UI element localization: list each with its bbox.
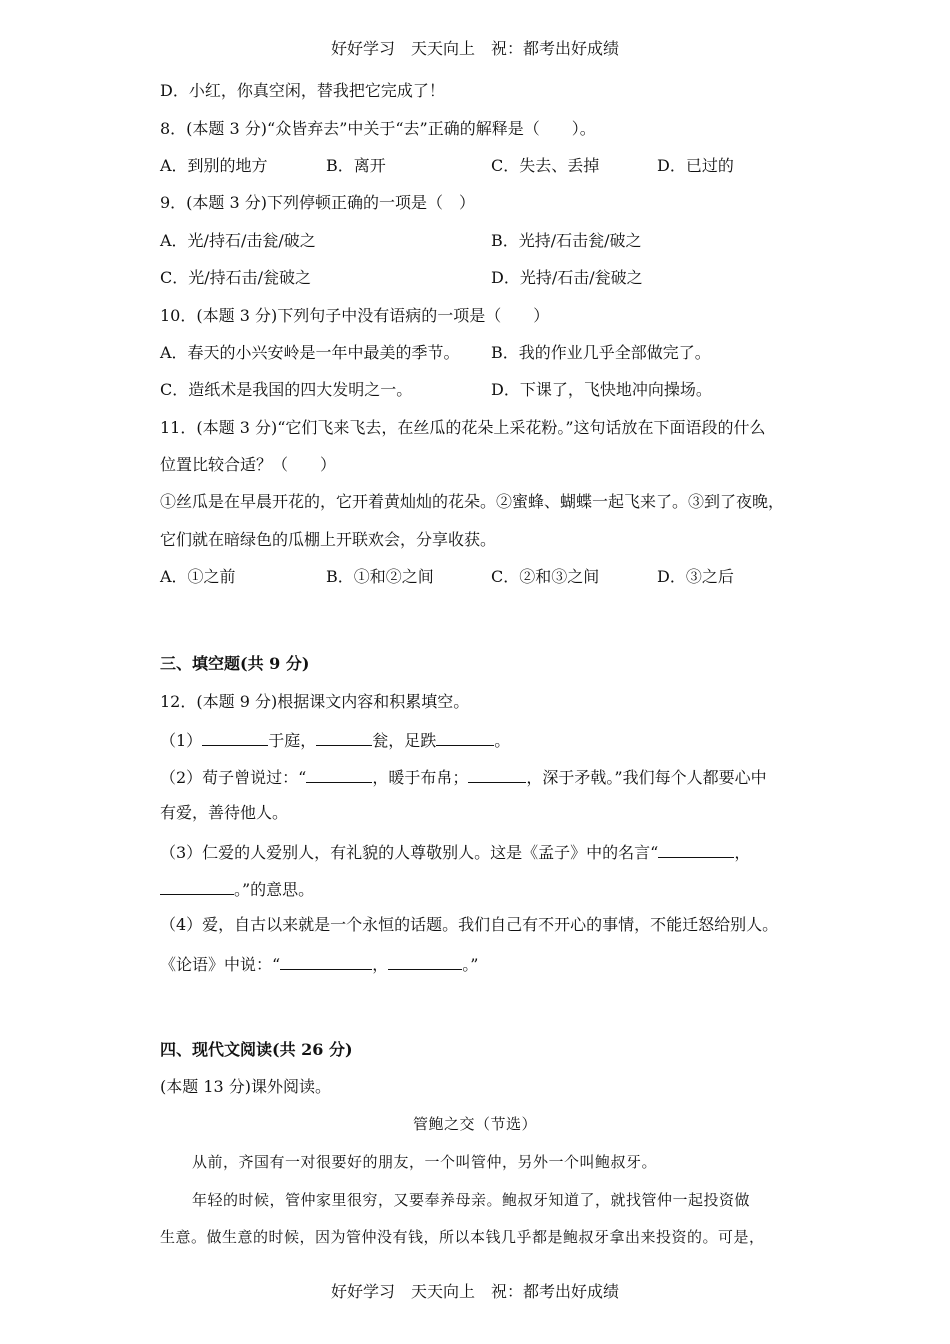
q11-option-c: C．②和③之间 [491, 567, 600, 586]
q11-stem-line2: 位置比较合适？（ ） [160, 455, 337, 474]
q9-option-d: D．光持/石击/瓮破之 [491, 268, 643, 287]
q10-option-a: A．春天的小兴安岭是一年中最美的季节。 [160, 343, 460, 362]
answer-blank[interactable] [306, 766, 372, 783]
q11-option-b: B．①和②之间 [326, 567, 434, 586]
answer-blank[interactable] [280, 953, 372, 970]
reading-intro: (本题 13 分)课外阅读。 [160, 1077, 332, 1096]
q8-option-c: C．失去、丢掉 [491, 156, 600, 175]
answer-blank[interactable] [468, 766, 526, 783]
q7-option-d: D．小红，你真空闲，替我把它完成了！ [160, 81, 445, 100]
answer-blank[interactable] [202, 729, 268, 746]
q11-passage-line1: ①丝瓜是在早晨开花的，它开着黄灿灿的花朵。②蜜蜂、蝴蝶一起飞来了。③到了夜晚， [160, 492, 785, 511]
answer-blank[interactable] [388, 953, 462, 970]
q12-part3-line2: 。”的意思。 [160, 878, 314, 900]
q12-stem: 12．(本题 9 分)根据课文内容和积累填空。 [160, 692, 470, 711]
q10-option-c: C．造纸术是我国的四大发明之一。 [160, 380, 413, 399]
q11-passage-line2: 它们就在暗绿色的瓜棚上开联欢会，分享收获。 [160, 530, 497, 549]
reading-paragraph-2-line1: 年轻的时候，管仲家里很穷，又要奉养母亲。鲍叔牙知道了，就找管仲一起投资做 [192, 1191, 751, 1209]
q9-stem: 9．(本题 3 分)下列停顿正确的一项是（ ） [160, 193, 476, 212]
q12-part2-line1: （2）荀子曾说过：“ ，暖于布帛； ，深于矛戟。”我们每个人都要心中 [160, 768, 767, 787]
q8-stem: 8．(本题 3 分)“众皆弃去”中关于“去”正确的解释是（ ）。 [160, 119, 596, 138]
q10-option-b: B．我的作业几乎全部做完了。 [491, 343, 711, 362]
q12-part3-line1: （3）仁爱的人爱别人，有礼貌的人尊敬别人。这是《孟子》中的名言“ ， [160, 843, 751, 862]
q11-option-a: A．①之前 [160, 567, 236, 586]
q9-option-c: C．光/持石击/瓮破之 [160, 268, 312, 287]
section-3-heading: 三、填空题(共 9 分) [160, 654, 310, 673]
q11-option-d: D．③之后 [657, 567, 734, 586]
q11-stem-line1: 11．(本题 3 分)“它们飞来飞去，在丝瓜的花朵上采花粉。”这句话放在下面语段的什么 [160, 418, 766, 437]
q10-stem: 10．(本题 3 分)下列句子中没有语病的一项是（ ） [160, 306, 550, 325]
answer-blank[interactable] [160, 878, 234, 895]
q12-part4-line1: （4）爱，自古以来就是一个永恒的话题。我们自己有不开心的事情，不能迁怒给别人。 [160, 915, 779, 934]
answer-blank[interactable] [436, 729, 494, 746]
q12-part1: （1） 于庭， 瓮，足跌 。 [160, 731, 511, 750]
q9-option-b: B．光持/石击瓮/破之 [491, 231, 642, 250]
page-footer: 好好学习 天天向上 祝：都考出好成绩 [330, 1282, 619, 1301]
q12-part2-line2: 有爱，善待他人。 [160, 803, 289, 822]
q9-option-a: A．光/持石/击瓮/破之 [160, 231, 316, 250]
q10-option-d: D．下课了，飞快地冲向操场。 [491, 380, 712, 399]
reading-title: 管鲍之交（节选） [412, 1115, 537, 1133]
q8-option-b: B．离开 [326, 156, 386, 175]
q12-part4-line2: 《论语》中说：“ ， 。” [160, 955, 479, 974]
reading-paragraph-2-line2: 生意。做生意的时候，因为管仲没有钱，所以本钱几乎都是鲍叔牙拿出来投资的。可是， [160, 1228, 765, 1246]
page-header: 好好学习 天天向上 祝：都考出好成绩 [330, 39, 619, 58]
answer-blank[interactable] [658, 841, 734, 858]
reading-paragraph-1: 从前，齐国有一对很要好的朋友，一个叫管仲，另外一个叫鲍叔牙。 [192, 1153, 658, 1171]
section-4-heading: 四、现代文阅读(共 26 分) [160, 1040, 353, 1059]
answer-blank[interactable] [316, 729, 372, 746]
q8-option-d: D．已过的 [657, 156, 734, 175]
q8-option-a: A．到别的地方 [160, 156, 268, 175]
